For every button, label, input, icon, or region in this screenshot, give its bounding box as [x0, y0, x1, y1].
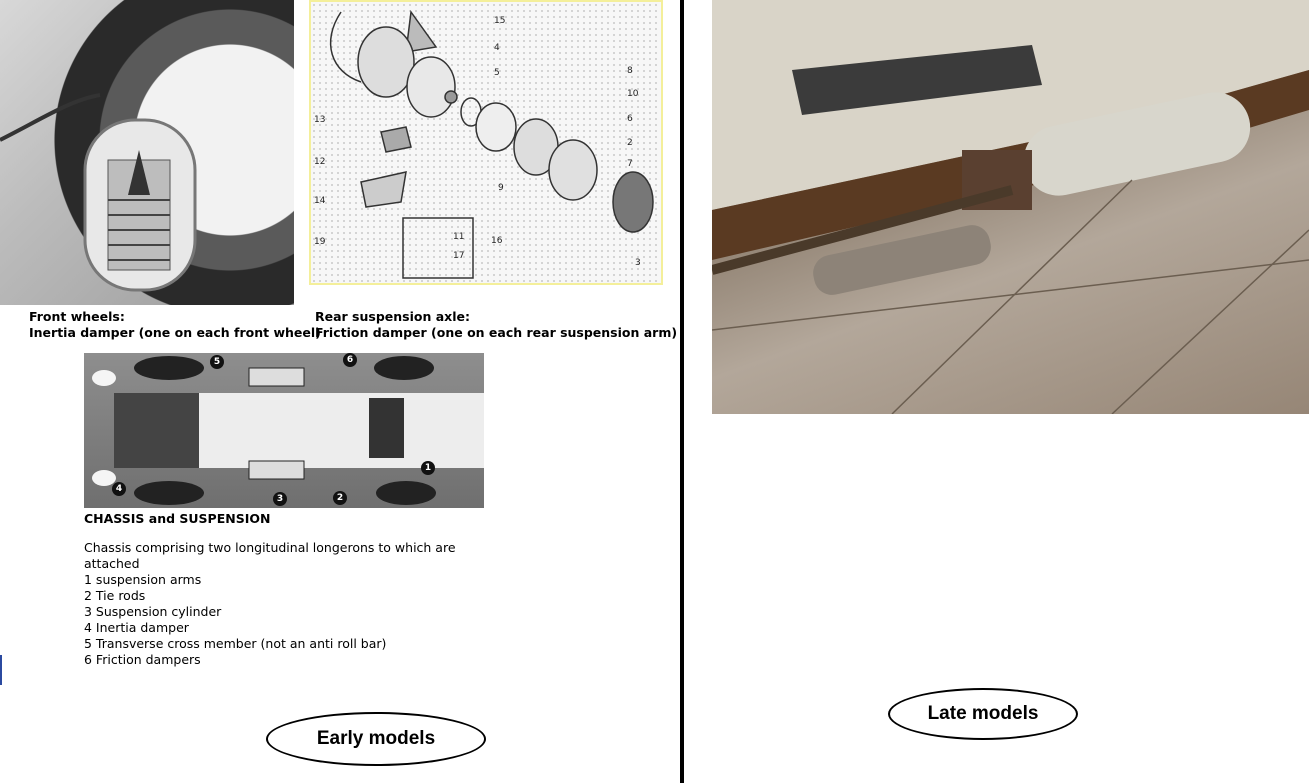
chassis-suspension-diagram — [84, 353, 484, 508]
front-wheels-caption-title: Front wheels: — [29, 309, 125, 324]
part-number: 9 — [498, 183, 504, 193]
edge-mark — [0, 655, 2, 685]
rear-axle-caption-title: Rear suspension axle: — [315, 309, 470, 324]
front-wheels-caption-detail: Inertia damper (one on each front wheel) — [29, 325, 321, 340]
chassis-description-line2: attached — [84, 556, 140, 571]
part-number: 19 — [314, 237, 326, 247]
chassis-item: 5 Transverse cross member (not an anti roll bar) — [84, 636, 387, 651]
early-models-label: Early models — [266, 712, 486, 766]
part-number: 3 — [635, 258, 641, 268]
part-number: 17 — [453, 251, 465, 261]
callout-badge: 3 — [273, 492, 287, 506]
part-number: 2 — [627, 138, 633, 148]
chassis-item: 4 Inertia damper — [84, 620, 189, 635]
part-number: 11 — [453, 232, 465, 242]
rear-diagram-drawing — [311, 2, 661, 283]
part-number: 15 — [494, 16, 506, 26]
late-models-label: Late models — [888, 688, 1078, 740]
part-number: 8 — [627, 66, 633, 76]
part-number: 10 — [627, 89, 639, 99]
callout-badge: 5 — [210, 355, 224, 369]
front-wheel-inertia-damper-photo — [0, 0, 294, 305]
part-number: 16 — [491, 236, 503, 246]
front-wheel-illustration — [0, 0, 294, 305]
chassis-item: 1 suspension arms — [84, 572, 202, 587]
chassis-title: CHASSIS and SUSPENSION — [84, 511, 271, 526]
rear-friction-damper-diagram — [309, 0, 663, 285]
chassis-item: 6 Friction dampers — [84, 652, 201, 667]
chassis-item: 3 Suspension cylinder — [84, 604, 222, 619]
part-number: 7 — [627, 159, 633, 169]
callout-badge: 6 — [343, 353, 357, 367]
chassis-item: 2 Tie rods — [84, 588, 146, 603]
part-number: 6 — [627, 114, 633, 124]
part-number: 4 — [494, 43, 500, 53]
part-number: 13 — [314, 115, 326, 125]
late-models-suspension-photo — [712, 0, 1309, 414]
callout-badge: 1 — [421, 461, 435, 475]
chassis-description-line1: Chassis comprising two longitudinal longerons to which are — [84, 540, 456, 555]
part-number: 12 — [314, 157, 326, 167]
chassis-drawing — [84, 353, 484, 508]
part-number: 5 — [494, 68, 500, 78]
rear-axle-caption-detail: Friction damper (one on each rear suspension arm) — [315, 325, 678, 340]
callout-badge: 2 — [333, 491, 347, 505]
part-number: 14 — [314, 196, 326, 206]
callout-badge: 4 — [112, 482, 126, 496]
late-photo-illustration — [712, 0, 1309, 414]
section-divider — [680, 0, 684, 783]
